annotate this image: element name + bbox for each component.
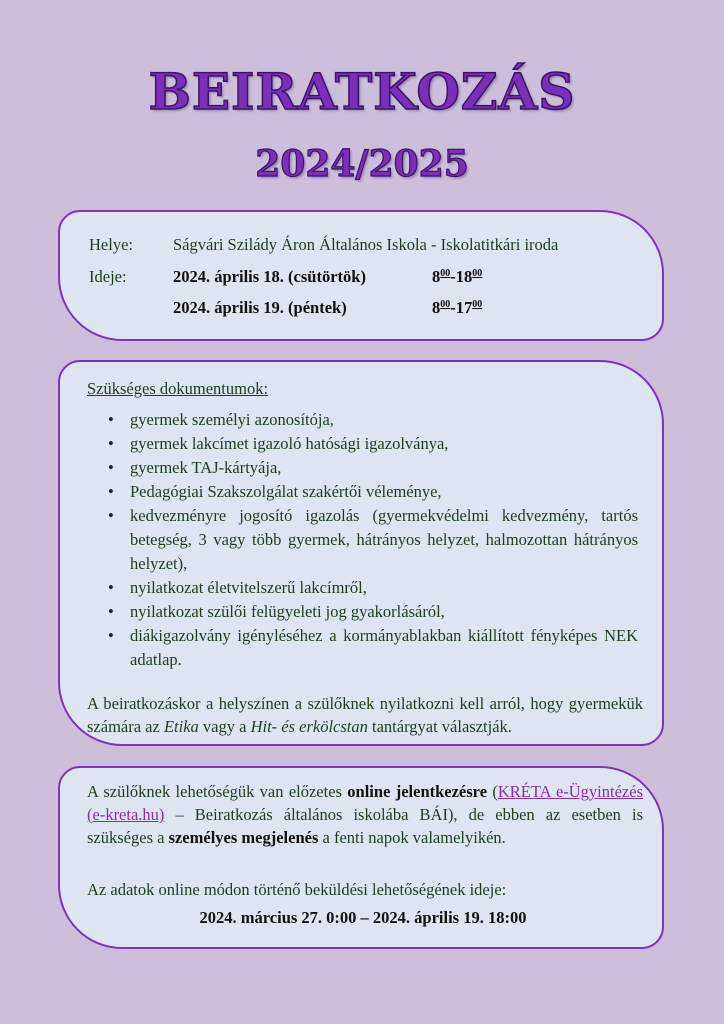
info-box	[58, 210, 664, 341]
list-item: • kedvezményre jogosító igazolás (gyermekvédelmi kedvezmény, tartós betegség, 3 vagy több gyermek, hátrányos helyzet, halmozottan hátrányos helyzet),	[108, 504, 638, 576]
list-item: • gyermek lakcímet igazoló hatósági igazolványa,	[108, 432, 638, 456]
list-item: • gyermek TAJ-kártyája,	[108, 456, 638, 480]
documents-list	[108, 408, 638, 672]
school-year: 2024/2025	[255, 143, 469, 185]
online-paragraph: A szülőknek lehetőségük van előzetes online jelentkezésre (KRÉTA e-Ügyintézés (e-kreta.hu) – Beiratkozás általános iskolába BÁI), de ebben az esetben is szükséges a személyes megjelenés a fenti napok valamelyikén.	[87, 782, 643, 847]
page-title: BEIRATKOZÁS	[148, 62, 576, 121]
documents-box	[58, 360, 664, 746]
list-item: • gyermek személyi azonosítója,	[108, 408, 638, 432]
time-range-2: $8^{00}-17^{00}$	[432, 298, 483, 317]
ethics-subject: Etika	[163, 717, 199, 736]
list-item: • nyilatkozat életvitelszerű lakcímről,	[108, 576, 638, 600]
time-label: Ideje:	[89, 267, 127, 286]
online-period-label: Az adatok online módon történő beküldési lehetőségének ideje:	[87, 880, 507, 899]
list-item: • diákigazolvány igényléséhez a kormányablakban kiállított fényképes NEK adatlap.	[108, 624, 638, 672]
date-2: 2024. április 19. (péntek)	[173, 298, 347, 317]
online-box	[58, 766, 664, 949]
list-item: • nyilatkozat szülői felügyeleti jog gyakorlásáról,	[108, 600, 638, 624]
place-label: Helye:	[89, 235, 133, 254]
kreta-link[interactable]: KRÉTA e-Ügyintézés (e-kreta.hu)	[87, 782, 643, 824]
list-item: • Pedagógiai Szakszolgálat szakértői véleménye,	[108, 480, 638, 504]
religion-ethics-note: A beiratkozáskor a helyszínen a szülőknek nyilatkozni kell arról, hogy gyermekük számára az Etika vagy a Hit- és erkölcstan tantárgyat választják.	[87, 694, 643, 736]
time-range-1: $8^{00}-18^{00}$	[432, 267, 483, 286]
place-value: Ságvári Szilády Áron Általános Iskola - Iskolatitkári iroda	[173, 235, 559, 254]
religion-subject: Hit- és erkölcstan	[250, 717, 368, 736]
online-period: 2024. március 27. 0:00 – 2024. április 19. 18:00	[199, 908, 527, 927]
date-1: 2024. április 18. (csütörtök)	[173, 267, 366, 286]
documents-heading: Szükséges dokumentumok:	[87, 379, 269, 398]
